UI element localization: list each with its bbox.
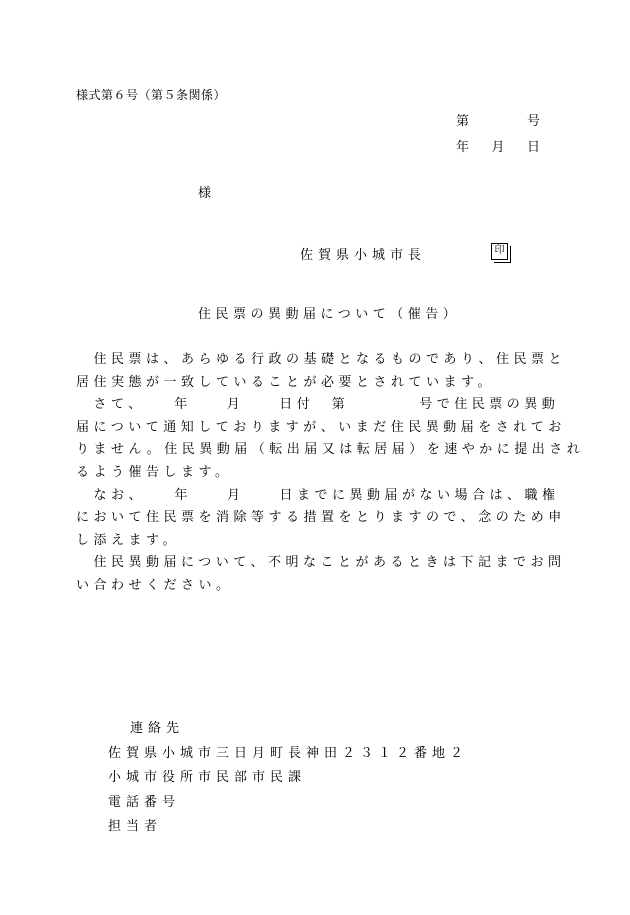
- date-year: 年: [456, 140, 470, 155]
- seal-stamp: 印: [491, 243, 508, 260]
- body-line: 住民異動届について、不明なことがあるときは下記までお問: [76, 555, 566, 571]
- contact-phone-label: 電話番号: [108, 794, 181, 810]
- body-line: なお、 年 月 日までに異動届がない場合は、職権: [76, 487, 560, 503]
- contact-department: 小城市役所市民部市民課: [108, 770, 307, 786]
- body-line: し添えます。: [76, 532, 180, 548]
- date-day: 日: [526, 140, 540, 155]
- contact-address: 佐賀県小城市三日月町長神田２３１２番地２: [108, 745, 469, 761]
- body-line: るよう催告します。: [76, 464, 233, 480]
- body-line: 住民票は、あらゆる行政の基礎となるものであり、住民票と: [76, 352, 567, 367]
- form-label: 様式第６号（第５条関係）: [76, 88, 227, 102]
- contact-block: [76, 717, 468, 840]
- body-line: において住民票を消除等する措置をとりますので、念のため申: [76, 510, 566, 526]
- body-text: [76, 349, 585, 598]
- body-line: い合わせください。: [76, 577, 234, 593]
- date-month: 月: [491, 140, 505, 155]
- document-date-line: [456, 136, 540, 155]
- body-line: りません。住民異動届（転出届又は転居届）を速やかに提出され: [76, 442, 585, 458]
- sender-name: 佐賀県小城市長: [300, 248, 427, 263]
- contact-heading: 連絡先: [130, 721, 185, 736]
- body-line: さて、 年 月 日付 第 号で住民票の異動: [76, 397, 560, 413]
- contact-person-label: 担当者: [108, 819, 163, 835]
- document-number-line: [456, 110, 540, 129]
- body-line: 居住実態が一致していることが必要とされています。: [76, 374, 495, 390]
- doc-number-suffix: 号: [526, 114, 540, 129]
- document-subject: 住民票の異動届について（催告）: [198, 307, 461, 322]
- doc-number-prefix: 第: [456, 114, 470, 129]
- addressee: 様: [198, 186, 212, 201]
- body-line: 届について通知しておりますが、いまだ住民異動届をされてお: [76, 419, 566, 435]
